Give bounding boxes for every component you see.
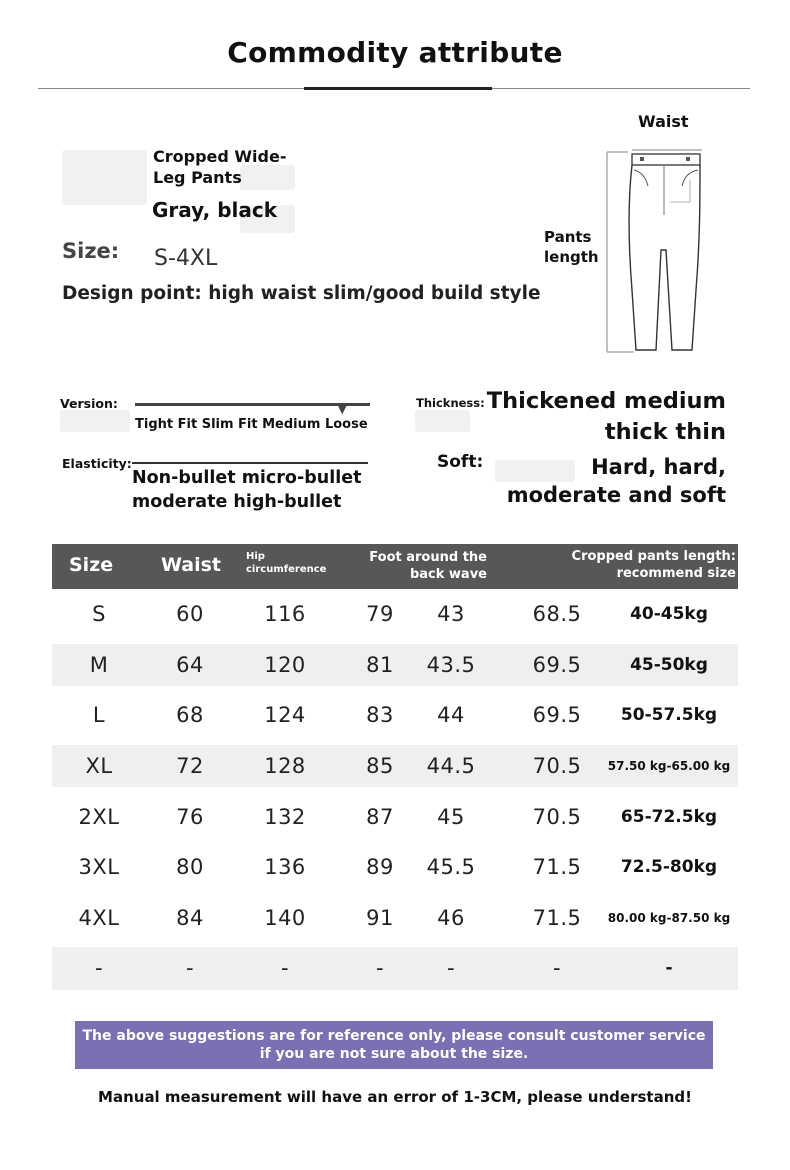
cell-length: - bbox=[552, 956, 562, 981]
cell-waist: 68 bbox=[176, 703, 204, 728]
cell-size: S bbox=[92, 602, 106, 627]
cell-back-wave: 45.5 bbox=[426, 855, 476, 880]
cell-recommend: 65-72.5kg bbox=[620, 806, 718, 827]
table-row bbox=[52, 943, 738, 994]
cell-size: 4XL bbox=[78, 905, 120, 930]
page-title: Commodity attribute bbox=[227, 36, 563, 69]
cell-foot: 89 bbox=[366, 855, 394, 880]
table-row bbox=[52, 589, 738, 640]
ghost-block bbox=[60, 410, 130, 432]
product-colors: Gray, black bbox=[152, 198, 278, 222]
cell-back-wave: 43.5 bbox=[426, 652, 476, 677]
table-row bbox=[52, 893, 738, 944]
cell-size: - bbox=[94, 956, 104, 981]
cell-hip: 132 bbox=[264, 804, 306, 829]
cell-waist: - bbox=[185, 956, 195, 981]
product-name: Cropped Wide-Leg Pants bbox=[153, 147, 287, 187]
cell-waist: 80 bbox=[176, 855, 204, 880]
thickness-options: Thickened medium thick thin bbox=[486, 388, 726, 445]
column-header-hip: Hip circumference bbox=[246, 551, 327, 575]
cell-waist: 60 bbox=[176, 602, 204, 627]
cell-waist: 64 bbox=[176, 652, 204, 677]
elasticity-label: Elasticity: bbox=[62, 456, 132, 471]
cell-size: 2XL bbox=[78, 804, 120, 829]
cell-foot: 83 bbox=[366, 703, 394, 728]
cell-foot: 91 bbox=[366, 905, 394, 930]
cell-foot: 79 bbox=[366, 602, 394, 627]
ghost-block bbox=[415, 410, 470, 432]
cell-recommend: 45-50kg bbox=[630, 654, 708, 675]
cell-size: 3XL bbox=[78, 855, 120, 880]
thickness-label: Thickness: bbox=[416, 396, 485, 410]
cell-length: 69.5 bbox=[532, 652, 582, 677]
cell-length: 71.5 bbox=[532, 905, 582, 930]
reference-notice-banner: The above suggestions are for reference only, please consult customer service if you are not sure about the size. bbox=[75, 1021, 713, 1069]
measurement-disclaimer: Manual measurement will have an error of 1-3CM, please understand! bbox=[98, 1088, 692, 1106]
table-row bbox=[52, 741, 738, 792]
cell-length: 69.5 bbox=[532, 703, 582, 728]
cell-recommend: 72.5-80kg bbox=[620, 857, 718, 878]
column-header-size: Size bbox=[69, 554, 114, 576]
cell-recommend: 50-57.5kg bbox=[620, 705, 718, 726]
cell-waist: 76 bbox=[176, 804, 204, 829]
title-divider-accent bbox=[304, 87, 492, 90]
column-header-length-recommend: Cropped pants length: recommend size bbox=[571, 549, 736, 581]
version-options: Tight Fit Slim Fit Medium Loose bbox=[135, 417, 368, 432]
table-row bbox=[52, 640, 738, 691]
table-row bbox=[52, 690, 738, 741]
table-row bbox=[52, 842, 738, 893]
version-label: Version: bbox=[60, 396, 118, 411]
waist-label: Waist bbox=[638, 112, 689, 131]
pants-length-label: Pants length bbox=[544, 228, 599, 266]
cell-size: XL bbox=[85, 754, 113, 779]
table-header bbox=[52, 544, 738, 589]
cell-foot: 81 bbox=[366, 652, 394, 677]
version-scale-bar bbox=[135, 403, 370, 406]
cell-size: M bbox=[89, 652, 109, 677]
soft-options: Hard, hard, moderate and soft bbox=[506, 455, 726, 507]
elasticity-scale-bar bbox=[132, 462, 368, 464]
column-header-waist: Waist bbox=[161, 554, 222, 576]
cell-hip: 136 bbox=[264, 855, 306, 880]
cell-back-wave: - bbox=[446, 956, 456, 981]
cell-hip: 140 bbox=[264, 905, 306, 930]
cell-recommend: 57.50 kg-65.00 kg bbox=[607, 759, 731, 774]
cell-foot: 87 bbox=[366, 804, 394, 829]
cell-recommend: 80.00 kg-87.50 kg bbox=[607, 910, 731, 925]
cell-length: 71.5 bbox=[532, 855, 582, 880]
cell-length: 68.5 bbox=[532, 602, 582, 627]
cell-back-wave: 43 bbox=[437, 602, 465, 627]
cell-hip: 128 bbox=[264, 754, 306, 779]
cell-foot: 85 bbox=[366, 754, 394, 779]
cell-hip: 124 bbox=[264, 703, 306, 728]
cell-hip: 120 bbox=[264, 652, 306, 677]
soft-label: Soft: bbox=[437, 452, 484, 472]
size-range: S-4XL bbox=[154, 246, 218, 271]
cell-foot: - bbox=[375, 956, 385, 981]
elasticity-options: Non-bullet micro-bullet moderate high-bullet bbox=[132, 468, 362, 512]
cell-waist: 72 bbox=[176, 754, 204, 779]
cell-recommend: 40-45kg bbox=[630, 604, 708, 625]
cell-length: 70.5 bbox=[532, 804, 582, 829]
cell-hip: - bbox=[280, 956, 290, 981]
size-chart-table bbox=[52, 544, 738, 994]
cell-back-wave: 44.5 bbox=[426, 754, 476, 779]
scale-marker-icon: ▼ bbox=[338, 403, 347, 416]
cell-recommend: - bbox=[665, 958, 673, 979]
ghost-block bbox=[62, 150, 147, 205]
table-row bbox=[52, 791, 738, 842]
cell-back-wave: 44 bbox=[437, 703, 465, 728]
column-header-foot-back: Foot around the back wave bbox=[369, 550, 487, 582]
cell-back-wave: 45 bbox=[437, 804, 465, 829]
design-point: Design point: high waist slim/good build style bbox=[62, 283, 541, 304]
size-label: Size: bbox=[62, 239, 120, 263]
cell-hip: 116 bbox=[264, 602, 306, 627]
pants-illustration bbox=[604, 140, 710, 355]
cell-size: L bbox=[92, 703, 106, 728]
cell-back-wave: 46 bbox=[437, 905, 465, 930]
cell-waist: 84 bbox=[176, 905, 204, 930]
cell-length: 70.5 bbox=[532, 754, 582, 779]
